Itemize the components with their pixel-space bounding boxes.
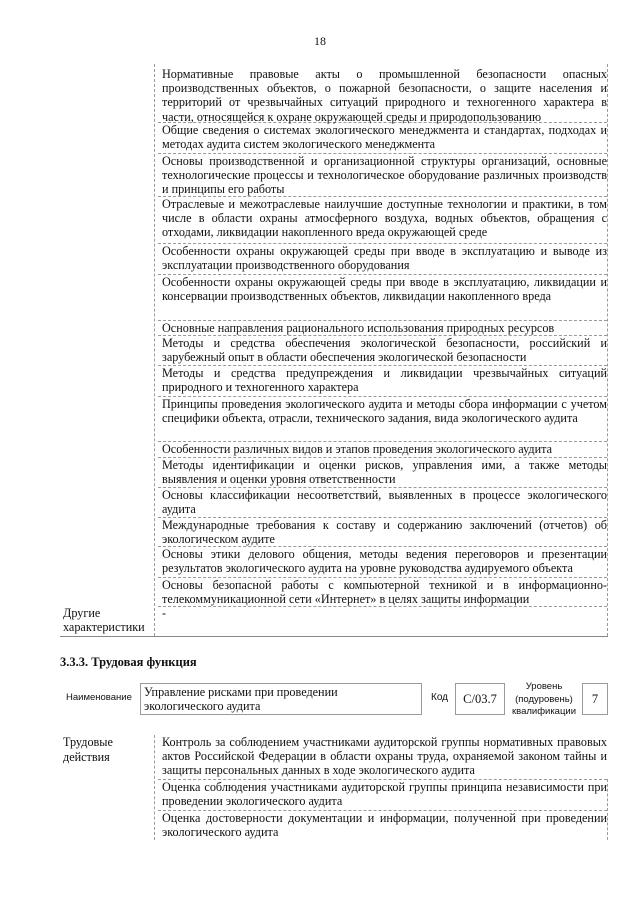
labor-actions-label: Трудовые действия [63, 735, 113, 764]
table-bottom-border [60, 636, 608, 637]
function-name-box: Управление рисками при проведении экологического аудита [140, 683, 422, 715]
page-number: 18 [314, 34, 326, 48]
knowledge-item: Особенности охраны окружающей среды при вводе в эксплуатацию, ликвидации и консервации производственных объектов, ликвидации накопленного вреда [158, 275, 607, 321]
knowledge-item: Общие сведения о системах экологического менеджмента и стандартах, подходах и методах аудита систем экологического менеджмента [158, 123, 607, 154]
knowledge-item: Методы и средства предупреждения и ликвидации чрезвычайных ситуаций природного и техногенного характера [158, 366, 607, 397]
code-label: Код [431, 692, 449, 703]
knowledge-item: Основы этики делового общения, методы ведения переговоров и презентации результатов экологического аудита на уровне руководства аудируемого объекта [158, 547, 607, 578]
knowledge-item: Особенности охраны окружающей среды при вводе в эксплуатацию и выводе из эксплуатации производственного оборудования [158, 244, 607, 275]
labor-action-item: Оценка достоверности документации и информации, полученной при проведении экологического аудита [162, 811, 607, 840]
section-title: 3.3.3. Трудовая функция [60, 655, 197, 669]
labor-action-item: Контроль за соблюдением участниками аудиторской группы нормативных правовых актов Российской Федерации в области охраны труда, охраняемой законом тайны и защиты персональных данных в ходе экологического аудита [158, 735, 607, 780]
actions-vertical-divider [154, 735, 155, 840]
actions-right-border [607, 779, 608, 840]
level-value-box: 7 [582, 683, 608, 715]
knowledge-item: Нормативные правовые акты о промышленной безопасности опасных производственных объектов, о пожарной безопасности, о защите населения и территорий от чрезвычайных ситуаций природного и техногенного характера в части, относящейся к охране окружающей среды и природопользованию [158, 64, 607, 123]
knowledge-item: Методы идентификации и оценки рисков, управления ими, а также методы выявления и оценки уровня ответственности [158, 458, 607, 488]
knowledge-item: Принципы проведения экологического аудита и методы сбора информации с учетом специфики объекта, отрасли, технического задания, вида экологического аудита [158, 397, 607, 442]
knowledge-item: Методы и средства обеспечения экологической безопасности, российский и зарубежный опыт в области обеспечения экологической безопасности [158, 336, 607, 366]
level-label: Уровень (подуровень) квалификации [511, 681, 577, 717]
knowledge-item: Особенности различных видов и этапов проведения экологического аудита [158, 442, 607, 458]
labor-action-item: Оценка соблюдения участниками аудиторской группы принципа независимости при проведении экологического аудита [158, 780, 607, 811]
knowledge-item: Основные направления рационального использования природных ресурсов [158, 321, 607, 336]
knowledge-item: Основы безопасной работы с компьютерной техникой и в информационно-телекоммуникационной сети «Интернет» в целях защиты информации [158, 578, 607, 607]
labor-actions-table [158, 735, 607, 841]
knowledge-item: Международные требования к составу и содержанию заключений (отчетов) об экологическом аудите [158, 518, 607, 547]
table-right-border [607, 64, 608, 636]
other-characteristics-label: Другие характеристики [63, 606, 145, 634]
name-label: Наименование [66, 692, 132, 703]
other-characteristics-value: - [162, 606, 167, 620]
table-vertical-divider [154, 64, 155, 636]
knowledge-table [158, 64, 607, 607]
knowledge-item: Основы производственной и организационной структуры организаций, основные технологические процессы и технологическое оборудование различных производств и принципы его работы [158, 154, 607, 197]
knowledge-item: Отраслевые и межотраслевые наилучшие доступные технологии и практики, в том числе в области охраны атмосферного воздуха, водных объектов, обращения с отходами, ликвидации накопленного вреда окружающей среде [158, 197, 607, 244]
knowledge-item: Основы классификации несоответствий, выявленных в процессе экологического аудита [158, 488, 607, 518]
code-value-box: C/03.7 [455, 683, 505, 715]
